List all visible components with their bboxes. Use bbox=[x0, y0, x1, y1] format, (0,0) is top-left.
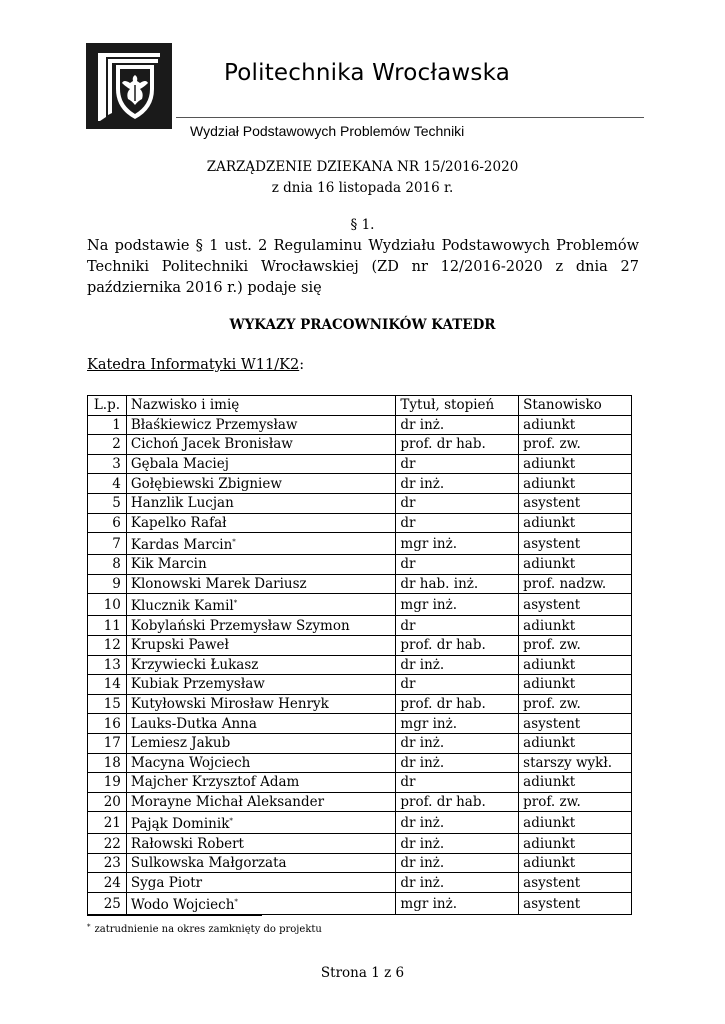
cell-name bbox=[126, 733, 396, 753]
employee-name: Pająk Dominik bbox=[130, 816, 230, 833]
cell-title: mgr inż. bbox=[396, 893, 519, 915]
cell-name bbox=[126, 694, 396, 714]
cell-title: prof. dr hab. bbox=[396, 792, 519, 812]
table-row bbox=[88, 853, 632, 873]
employee-name: Majcher Krzysztof Adam bbox=[130, 774, 300, 791]
department-heading bbox=[87, 357, 304, 373]
cell-position: adiunkt bbox=[519, 812, 632, 834]
employee-name: Cichoń Jacek Bronisław bbox=[130, 436, 293, 453]
employee-name: Błaśkiewicz Przemysław bbox=[130, 416, 298, 433]
employee-name: Krzywiecki Łukasz bbox=[130, 656, 259, 673]
table-row bbox=[88, 873, 632, 893]
cell-title: dr inż. bbox=[396, 834, 519, 854]
table-row bbox=[88, 435, 632, 455]
footnote-text: zatrudnienie na okres zamknięty do projektu bbox=[94, 924, 322, 935]
cell-lp: 23 bbox=[88, 853, 127, 873]
cell-position: prof. zw. bbox=[519, 694, 632, 714]
faculty-name: Wydział Podstawowych Problemów Techniki bbox=[190, 123, 465, 139]
cell-title: dr bbox=[396, 773, 519, 793]
cell-position: prof. zw. bbox=[519, 635, 632, 655]
cell-position: adiunkt bbox=[519, 675, 632, 695]
decree-body bbox=[87, 236, 639, 299]
cell-position: prof. zw. bbox=[519, 792, 632, 812]
cell-name bbox=[126, 594, 396, 616]
cell-name bbox=[126, 714, 396, 734]
cell-name bbox=[126, 675, 396, 695]
employee-name: Lauks-Dutka Anna bbox=[130, 715, 257, 732]
eagle-logo-icon bbox=[86, 43, 172, 129]
cell-position: asystent bbox=[519, 493, 632, 513]
employee-name: Kobylański Przemysław Szymon bbox=[130, 617, 350, 634]
employee-name: Klucznik Kamil bbox=[130, 598, 234, 615]
cell-lp: 11 bbox=[88, 616, 127, 636]
table-row bbox=[88, 792, 632, 812]
cell-lp: 14 bbox=[88, 675, 127, 695]
cell-position: asystent bbox=[519, 714, 632, 734]
cell-title: prof. dr hab. bbox=[396, 435, 519, 455]
cell-name bbox=[126, 574, 396, 594]
decree-body-line: października 2016 r.) podaje się bbox=[87, 280, 322, 296]
cell-title: mgr inż. bbox=[396, 533, 519, 555]
table-row bbox=[88, 733, 632, 753]
decree-date: z dnia 16 listopada 2016 r. bbox=[271, 180, 454, 196]
decree-title: ZARZĄDZENIE DZIEKANA NR 15/2016-2020 bbox=[206, 159, 519, 175]
cell-position: asystent bbox=[519, 893, 632, 915]
cell-lp: 24 bbox=[88, 873, 127, 893]
cell-position: adiunkt bbox=[519, 853, 632, 873]
cell-position: adiunkt bbox=[519, 773, 632, 793]
university-logo bbox=[86, 43, 172, 129]
cell-position: adiunkt bbox=[519, 733, 632, 753]
cell-title: dr inż. bbox=[396, 474, 519, 494]
cell-lp: 3 bbox=[88, 454, 127, 474]
cell-position: adiunkt bbox=[519, 616, 632, 636]
cell-title: dr bbox=[396, 513, 519, 533]
department-name: Katedra Informatyki W11/K2 bbox=[87, 357, 300, 373]
footnote bbox=[87, 923, 322, 935]
cell-title: dr inż. bbox=[396, 415, 519, 435]
cell-title: mgr inż. bbox=[396, 594, 519, 616]
cell-lp: 8 bbox=[88, 555, 127, 575]
cell-title: dr bbox=[396, 493, 519, 513]
employee-name: Wodo Wojciech bbox=[130, 897, 235, 914]
cell-position: adiunkt bbox=[519, 474, 632, 494]
cell-title: dr inż. bbox=[396, 655, 519, 675]
footnote-divider bbox=[87, 915, 262, 916]
cell-lp: 16 bbox=[88, 714, 127, 734]
employee-name: Syga Piotr bbox=[130, 874, 203, 891]
department-suffix: : bbox=[299, 357, 305, 373]
cell-lp: 9 bbox=[88, 574, 127, 594]
employee-name: Lemiesz Jakub bbox=[130, 735, 231, 752]
table-row bbox=[88, 812, 632, 834]
table-row bbox=[88, 533, 632, 555]
cell-position: adiunkt bbox=[519, 513, 632, 533]
cell-title: dr hab. inż. bbox=[396, 574, 519, 594]
footnote-marker: * bbox=[234, 898, 238, 907]
cell-name bbox=[126, 812, 396, 834]
cell-name bbox=[126, 513, 396, 533]
table-row bbox=[88, 635, 632, 655]
cell-position: starszy wykł. bbox=[519, 753, 632, 773]
cell-lp: 1 bbox=[88, 415, 127, 435]
footnote-mark: * bbox=[87, 923, 91, 931]
cell-name bbox=[126, 555, 396, 575]
cell-lp: 17 bbox=[88, 733, 127, 753]
cell-position: adiunkt bbox=[519, 454, 632, 474]
table-row bbox=[88, 513, 632, 533]
cell-lp: 25 bbox=[88, 893, 127, 915]
footnote-marker: * bbox=[229, 817, 233, 826]
employee-name: Krupski Paweł bbox=[130, 637, 229, 654]
header-name: Nazwisko i imię bbox=[126, 396, 396, 416]
cell-lp: 15 bbox=[88, 694, 127, 714]
decree-body-line: Techniki Politechniki Wrocławskiej (ZD nr 12/2016-2020 z dnia 27 bbox=[87, 259, 639, 275]
cell-position: adiunkt bbox=[519, 834, 632, 854]
cell-lp: 10 bbox=[88, 594, 127, 616]
cell-name bbox=[126, 435, 396, 455]
table-row bbox=[88, 594, 632, 616]
cell-position: asystent bbox=[519, 873, 632, 893]
table-row bbox=[88, 655, 632, 675]
cell-lp: 19 bbox=[88, 773, 127, 793]
table-row bbox=[88, 675, 632, 695]
table-row bbox=[88, 493, 632, 513]
cell-name bbox=[126, 533, 396, 555]
cell-name bbox=[126, 792, 396, 812]
employee-name: Kutyłowski Mirosław Henryk bbox=[130, 696, 329, 713]
cell-lp: 13 bbox=[88, 655, 127, 675]
table-row bbox=[88, 753, 632, 773]
cell-name bbox=[126, 474, 396, 494]
table-row bbox=[88, 574, 632, 594]
section-title: WYKAZY PRACOWNIKÓW KATEDR bbox=[229, 317, 496, 333]
table-row bbox=[88, 714, 632, 734]
cell-title: dr inż. bbox=[396, 873, 519, 893]
table-row bbox=[88, 694, 632, 714]
cell-position: prof. nadzw. bbox=[519, 574, 632, 594]
cell-name bbox=[126, 493, 396, 513]
header-divider bbox=[176, 117, 644, 118]
cell-name bbox=[126, 873, 396, 893]
employee-name: Gołębiewski Zbigniew bbox=[130, 475, 282, 492]
header-position: Stanowisko bbox=[519, 396, 632, 416]
cell-lp: 5 bbox=[88, 493, 127, 513]
header-title: Tytuł, stopień bbox=[396, 396, 519, 416]
footnote-marker: * bbox=[233, 599, 238, 608]
footnote-marker: * bbox=[232, 538, 236, 547]
employee-name: Klonowski Marek Dariusz bbox=[130, 576, 307, 593]
employee-name: Macyna Wojciech bbox=[130, 754, 251, 771]
cell-lp: 7 bbox=[88, 533, 127, 555]
staff-table bbox=[87, 395, 632, 915]
cell-title: mgr inż. bbox=[396, 714, 519, 734]
employee-name: Gębala Maciej bbox=[130, 456, 229, 473]
cell-name bbox=[126, 893, 396, 915]
table-row bbox=[88, 474, 632, 494]
employee-name: Kapelko Rafał bbox=[130, 514, 227, 531]
employee-name: Hanzlik Lucjan bbox=[130, 495, 234, 512]
cell-position: adiunkt bbox=[519, 415, 632, 435]
table-row bbox=[88, 834, 632, 854]
cell-title: dr inż. bbox=[396, 753, 519, 773]
cell-name bbox=[126, 635, 396, 655]
cell-lp: 18 bbox=[88, 753, 127, 773]
employee-name: Sulkowska Małgorzata bbox=[130, 855, 287, 872]
table-row bbox=[88, 773, 632, 793]
table-row bbox=[88, 555, 632, 575]
decree-body-line: Na podstawie § 1 ust. 2 Regulaminu Wydziału Podstawowych Problemów bbox=[87, 238, 639, 254]
cell-title: dr inż. bbox=[396, 812, 519, 834]
header-lp: L.p. bbox=[88, 396, 127, 416]
staff-table-body bbox=[88, 396, 632, 915]
cell-title: dr bbox=[396, 555, 519, 575]
cell-position: prof. zw. bbox=[519, 435, 632, 455]
cell-title: dr bbox=[396, 454, 519, 474]
cell-name bbox=[126, 454, 396, 474]
cell-name bbox=[126, 773, 396, 793]
employee-name: Rałowski Robert bbox=[130, 835, 244, 852]
employee-name: Kardas Marcin bbox=[130, 537, 233, 554]
cell-name bbox=[126, 834, 396, 854]
table-row bbox=[88, 415, 632, 435]
cell-lp: 6 bbox=[88, 513, 127, 533]
university-name: Politechnika Wrocławska bbox=[224, 60, 510, 86]
cell-position: adiunkt bbox=[519, 655, 632, 675]
cell-lp: 12 bbox=[88, 635, 127, 655]
cell-title: prof. dr hab. bbox=[396, 694, 519, 714]
cell-position: adiunkt bbox=[519, 555, 632, 575]
cell-position: asystent bbox=[519, 594, 632, 616]
cell-lp: 4 bbox=[88, 474, 127, 494]
cell-lp: 20 bbox=[88, 792, 127, 812]
cell-name bbox=[126, 616, 396, 636]
cell-title: dr bbox=[396, 675, 519, 695]
table-row bbox=[88, 893, 632, 915]
employee-name: Kik Marcin bbox=[130, 556, 207, 573]
cell-name bbox=[126, 415, 396, 435]
cell-title: dr inż. bbox=[396, 733, 519, 753]
cell-name bbox=[126, 753, 396, 773]
cell-title: dr bbox=[396, 616, 519, 636]
cell-lp: 21 bbox=[88, 812, 127, 834]
section-number: § 1. bbox=[350, 217, 375, 233]
cell-title: dr inż. bbox=[396, 853, 519, 873]
cell-lp: 22 bbox=[88, 834, 127, 854]
cell-position: asystent bbox=[519, 533, 632, 555]
table-row bbox=[88, 616, 632, 636]
employee-name: Kubiak Przemysław bbox=[130, 676, 265, 693]
cell-title: prof. dr hab. bbox=[396, 635, 519, 655]
cell-name bbox=[126, 655, 396, 675]
page-number: Strona 1 z 6 bbox=[320, 965, 405, 981]
cell-lp: 2 bbox=[88, 435, 127, 455]
table-header-row bbox=[88, 396, 632, 416]
table-row bbox=[88, 454, 632, 474]
employee-name: Morayne Michał Aleksander bbox=[130, 793, 325, 810]
cell-name bbox=[126, 853, 396, 873]
